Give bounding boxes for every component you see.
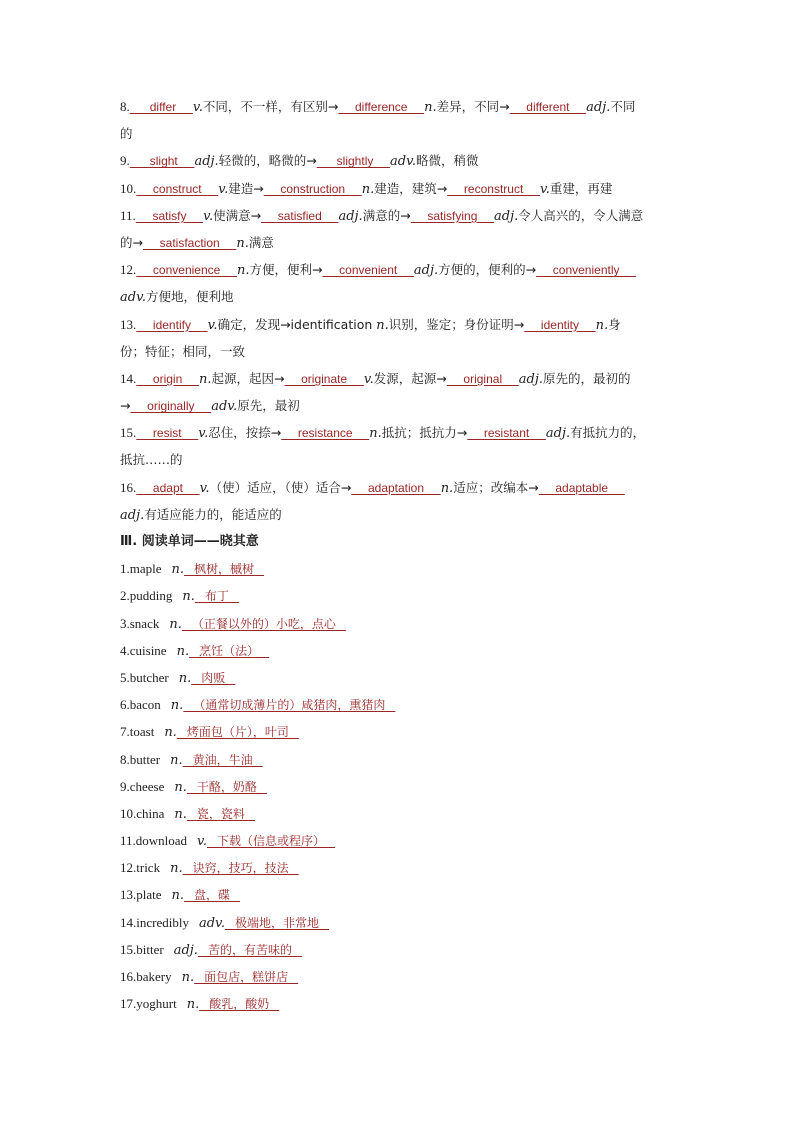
english-word: 3.snack xyxy=(120,615,160,631)
answer-blank: reconstruct xyxy=(447,181,540,196)
word-form-item-continuation xyxy=(120,446,680,473)
answer-blank: 烤面包（片），叶司 xyxy=(176,725,299,740)
part-of-speech: n. xyxy=(424,100,437,115)
definition-text: 识别，鉴定；身份证明→ xyxy=(388,316,525,332)
reading-word-item xyxy=(120,664,680,691)
item-number: 10. xyxy=(120,180,137,196)
answer-blank: satisfied xyxy=(261,208,339,223)
part-of-speech: adv. xyxy=(198,915,225,931)
part-of-speech: n. xyxy=(369,426,382,442)
part-of-speech: adj. xyxy=(494,208,519,224)
definition-text: 确定，发现→identification xyxy=(217,316,377,332)
answer-blank: 盘，碟 xyxy=(184,888,241,903)
english-word: 16.bakery xyxy=(120,969,172,984)
part-of-speech: n. xyxy=(182,589,195,605)
part-of-speech: v. xyxy=(203,208,214,224)
answer-blank: 瓷，瓷料 xyxy=(186,806,255,821)
part-of-speech: v. xyxy=(199,480,210,496)
answer-blank: original xyxy=(446,371,519,386)
answer-blank: identify xyxy=(136,317,208,332)
definition-text: 发源，起源→ xyxy=(373,370,447,386)
part-of-speech: n. xyxy=(170,752,183,768)
word-form-item xyxy=(120,474,680,501)
word-form-item xyxy=(120,311,680,338)
part-of-speech: adj. xyxy=(518,371,544,387)
reading-word-item xyxy=(120,881,680,908)
part-of-speech: n. xyxy=(236,263,250,279)
answer-blank: 黄油，牛油 xyxy=(182,752,263,767)
part-of-speech: adj. xyxy=(120,507,145,523)
part-of-speech: n. xyxy=(178,670,192,686)
answer-blank: 下载（信息或程序） xyxy=(206,834,335,849)
word-form-item xyxy=(120,365,680,392)
definition-text: 不同，不一样，有区别→ xyxy=(202,99,339,114)
part-of-speech: v. xyxy=(207,317,218,333)
answer-blank: construct xyxy=(136,181,219,196)
part-of-speech: n. xyxy=(198,371,212,387)
part-of-speech: v. xyxy=(198,426,209,442)
answer-blank: 苦的，有苦味的 xyxy=(197,942,302,957)
part-of-speech: n. xyxy=(595,317,609,333)
answer-blank: originate xyxy=(284,371,364,386)
answer-blank: adapt xyxy=(136,480,200,495)
reading-word-item xyxy=(120,854,680,881)
reading-word-item xyxy=(120,637,680,664)
answer-blank: different xyxy=(509,100,587,114)
answer-blank: adaptation xyxy=(351,480,441,495)
english-word: 8.butter xyxy=(120,751,161,767)
english-word: 15.bitter xyxy=(120,941,164,957)
part-of-speech: adj. xyxy=(194,154,219,170)
answer-blank: identity xyxy=(524,317,596,332)
reading-word-item xyxy=(120,963,680,990)
answer-blank: resistance xyxy=(281,426,370,441)
answer-blank: difference xyxy=(338,100,425,114)
definition-text: 方便，便利→ xyxy=(249,262,323,278)
definition-text: 略微，稍微 xyxy=(416,153,479,169)
reading-word-item xyxy=(120,582,680,609)
reading-word-item xyxy=(120,909,680,936)
word-form-item-continuation xyxy=(120,283,680,310)
word-form-item-continuation xyxy=(120,392,680,419)
answer-blank: convenience xyxy=(136,263,237,278)
definition-text: 原先，最初 xyxy=(237,398,300,414)
answer-blank: slightly xyxy=(316,154,391,169)
part-of-speech: n. xyxy=(170,698,184,714)
reading-word-item xyxy=(120,555,680,582)
definition-text: 的→ xyxy=(120,234,143,250)
part-of-speech: adj. xyxy=(338,208,363,224)
english-word: 4.cuisine xyxy=(120,642,167,658)
part-of-speech: n. xyxy=(181,970,195,985)
reading-words-section xyxy=(120,555,680,1017)
english-word: 2.pudding xyxy=(120,588,173,604)
part-of-speech: v. xyxy=(192,100,203,115)
part-of-speech: adj. xyxy=(413,263,439,279)
part-of-speech: n. xyxy=(376,317,389,333)
part-of-speech: n. xyxy=(176,643,190,659)
answer-blank: resistant xyxy=(467,426,546,441)
word-form-item xyxy=(120,419,680,446)
definition-text: 重建，再建 xyxy=(549,180,613,196)
answer-blank: 诀窍，技巧，技法 xyxy=(182,861,299,876)
part-of-speech: adj. xyxy=(586,100,611,115)
part-of-speech: n. xyxy=(440,480,454,496)
item-number: 9. xyxy=(120,153,130,169)
part-of-speech: n. xyxy=(361,181,375,197)
definition-text: （使）适应，（使）适合→ xyxy=(209,479,352,495)
definition-text: 原先的，最初的 xyxy=(543,370,631,386)
part-of-speech: n. xyxy=(174,779,187,795)
answer-blank: satisfaction xyxy=(142,235,237,250)
part-of-speech: n. xyxy=(171,562,185,578)
definition-text: 建造，建筑→ xyxy=(374,180,448,196)
answer-blank: convenient xyxy=(322,263,414,278)
word-form-item xyxy=(120,147,680,174)
definition-text: 抵抗；抵抗力→ xyxy=(381,425,468,441)
reading-word-item xyxy=(120,773,680,800)
word-form-item xyxy=(120,93,680,120)
definition-text: 令人高兴的，令人满意 xyxy=(518,207,644,223)
part-of-speech: n. xyxy=(170,861,183,877)
english-word: 11.download xyxy=(120,833,188,849)
part-of-speech: n. xyxy=(171,888,185,904)
answer-blank: 极端地，非常地 xyxy=(224,915,329,930)
answer-blank: 干酪，奶酪 xyxy=(186,779,267,794)
answer-blank: resist xyxy=(136,426,199,441)
answer-blank: origin xyxy=(136,371,199,386)
definition-text: 差异，不同→ xyxy=(436,99,510,114)
definition-text: 不同 xyxy=(610,99,636,114)
word-form-item-continuation xyxy=(120,229,680,256)
english-word: 9.cheese xyxy=(120,778,165,794)
answer-blank: satisfy xyxy=(135,208,204,223)
word-form-item xyxy=(120,202,680,229)
definition-text: 有抵抗力的， xyxy=(570,425,646,441)
word-form-item xyxy=(120,175,680,202)
reading-word-item xyxy=(120,827,680,854)
item-number: 14. xyxy=(120,370,137,386)
definition-text: → xyxy=(120,398,131,414)
definition-text: 满意 xyxy=(248,234,274,250)
part-of-speech: adv. xyxy=(390,154,417,170)
worksheet-page xyxy=(120,93,680,1017)
part-of-speech: adv. xyxy=(211,399,238,415)
definition-text: 起源，起因→ xyxy=(211,370,285,386)
answer-blank: 肉贩 xyxy=(191,670,236,685)
word-form-item xyxy=(120,256,680,283)
definition-text: 身 xyxy=(608,316,621,332)
definition-text: 有适应能力的，能适应的 xyxy=(144,506,282,522)
part-of-speech: n. xyxy=(169,616,182,632)
definition-text: 的 xyxy=(120,126,133,142)
english-word: 1.maple xyxy=(120,561,162,577)
definition-text: 方便地，便利地 xyxy=(146,289,234,305)
definition-text: 方便的，便利的→ xyxy=(438,262,537,278)
definition-text: 满意的→ xyxy=(362,207,411,223)
english-word: 6.bacon xyxy=(120,697,161,713)
answer-blank: （正餐以外的）小吃，点心 xyxy=(181,616,346,631)
part-of-speech: v. xyxy=(363,371,374,387)
answer-blank: 枫树，槭树 xyxy=(184,562,265,577)
part-of-speech: adj. xyxy=(545,426,571,442)
answer-blank: 布丁 xyxy=(194,589,239,604)
definition-text: 抵抗……的 xyxy=(120,452,183,468)
answer-blank: originally xyxy=(130,399,212,414)
part-of-speech: n. xyxy=(174,806,187,822)
item-number: 13. xyxy=(120,316,137,332)
part-of-speech: n. xyxy=(164,725,177,741)
english-word: 5.butcher xyxy=(120,669,169,685)
item-number: 11. xyxy=(120,207,136,223)
english-word: 13.plate xyxy=(120,887,162,903)
english-word: 14.incredibly xyxy=(120,914,189,930)
answer-blank: conveniently xyxy=(536,263,637,278)
item-number: 16. xyxy=(120,479,137,495)
reading-word-item xyxy=(120,718,680,745)
reading-word-item xyxy=(120,610,680,637)
answer-blank: construction xyxy=(263,181,362,196)
answer-blank: satisfying xyxy=(410,208,495,223)
reading-word-item xyxy=(120,746,680,773)
english-word: 7.toast xyxy=(120,724,155,740)
reading-word-item xyxy=(120,800,680,827)
answer-blank: differ xyxy=(129,100,193,114)
section-heading: Ⅲ. 阅读单词——晓其意 xyxy=(120,534,259,549)
definition-text: 轻微的，略微的→ xyxy=(218,153,317,169)
answer-blank: （通常切成薄片的）咸猪肉，熏猪肉 xyxy=(183,698,396,713)
part-of-speech: n. xyxy=(186,997,200,1013)
part-of-speech: v. xyxy=(218,181,229,197)
word-form-item-continuation xyxy=(120,338,680,365)
part-of-speech: adj. xyxy=(173,942,198,958)
definition-text: 适应；改编本→ xyxy=(453,479,539,495)
answer-blank: slight xyxy=(129,154,195,169)
item-number: 8. xyxy=(120,99,130,114)
reading-word-item xyxy=(120,990,680,1017)
part-of-speech: v. xyxy=(197,834,207,850)
part-of-speech: adv. xyxy=(120,290,147,306)
part-of-speech: n. xyxy=(236,235,249,251)
word-forms-section xyxy=(120,93,680,528)
english-word: 10.china xyxy=(120,805,165,821)
word-form-item-continuation xyxy=(120,120,680,147)
definition-text: 忍住，按捺→ xyxy=(208,425,282,441)
english-word: 17.yoghurt xyxy=(120,996,177,1012)
definition-text: 份；特征；相同，一致 xyxy=(120,343,246,359)
english-word: 12.trick xyxy=(120,860,161,876)
item-number: 15. xyxy=(120,425,137,441)
item-number: 12. xyxy=(120,262,137,278)
answer-blank: 酸乳，酸奶 xyxy=(199,997,280,1012)
part-of-speech: v. xyxy=(539,181,550,197)
definition-text: 建造→ xyxy=(228,180,264,196)
reading-word-item xyxy=(120,691,680,718)
answer-blank: adaptable xyxy=(538,480,625,495)
reading-word-item xyxy=(120,936,680,963)
answer-blank: 烹饪（法） xyxy=(189,643,270,658)
answer-blank: 面包店，糕饼店 xyxy=(194,970,299,984)
word-form-item-continuation xyxy=(120,501,680,528)
definition-text: 使满意→ xyxy=(213,207,262,223)
